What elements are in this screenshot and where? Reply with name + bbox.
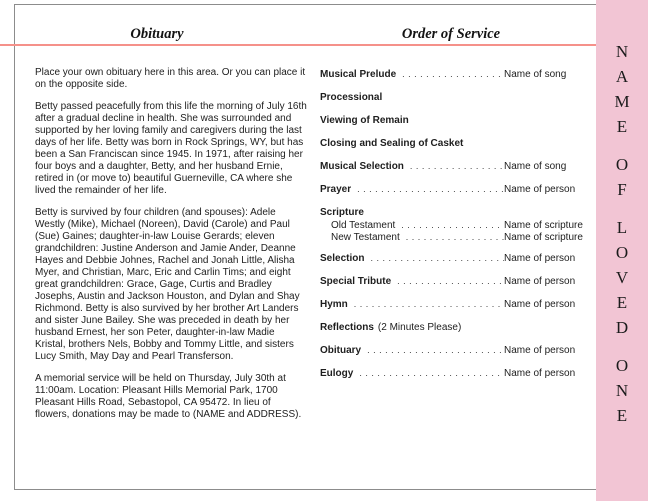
service-item-musical-selection xyxy=(320,161,582,172)
dot-leader xyxy=(396,69,504,80)
obituary-text-column xyxy=(35,67,307,431)
dot-leader xyxy=(361,345,504,356)
obituary-section-title: Obituary xyxy=(130,26,184,42)
service-item-value: Name of song xyxy=(504,161,567,172)
banner-word: OF xyxy=(612,155,632,205)
service-item-label: Closing and Sealing of Casket xyxy=(320,138,464,149)
service-item-value: Name of person xyxy=(504,276,576,287)
service-item-label: Processional xyxy=(320,92,383,103)
service-item-obituary xyxy=(320,345,582,356)
service-item-label: Musical Prelude xyxy=(320,69,397,80)
service-item-label: Musical Selection xyxy=(320,161,404,172)
dot-leader xyxy=(395,220,504,231)
service-item-label: Prayer xyxy=(320,184,352,195)
service-item-value: Name of person xyxy=(504,368,576,379)
service-item-musical-prelude xyxy=(320,69,582,80)
service-item-label: Reflections xyxy=(320,322,374,333)
dot-leader xyxy=(404,161,504,172)
service-item-viewing-of-remain xyxy=(320,115,582,126)
service-item-label: Scripture xyxy=(320,207,364,218)
service-item-value: Name of person xyxy=(504,345,576,356)
service-item-value: Name of song xyxy=(504,69,567,80)
service-item-label: Hymn xyxy=(320,299,348,310)
header-divider-line xyxy=(0,44,597,46)
service-item-label: New Testament xyxy=(331,232,400,243)
service-item-old-testament xyxy=(320,220,582,231)
order-of-service-list xyxy=(320,69,582,391)
service-item-value: Name of person xyxy=(504,253,576,264)
service-item-label: Selection xyxy=(320,253,365,264)
service-item-label: Viewing of Remain xyxy=(320,115,409,126)
service-item-label: Obituary xyxy=(320,345,362,356)
service-item-eulogy xyxy=(320,368,582,379)
service-item-new-testament xyxy=(320,232,582,243)
service-item-value: Name of person xyxy=(504,184,576,195)
service-item-label: Special Tribute xyxy=(320,276,392,287)
dot-leader xyxy=(400,232,504,243)
service-item-special-tribute xyxy=(320,276,582,287)
service-item-value: Name of scripture xyxy=(504,232,583,243)
name-of-loved-one-banner xyxy=(596,0,648,501)
dot-leader xyxy=(353,368,504,379)
service-item-label: Old Testament xyxy=(331,220,396,231)
order-of-service-section-title: Order of Service xyxy=(401,26,501,42)
service-item-reflections xyxy=(320,322,582,333)
dot-leader xyxy=(391,276,504,287)
dot-leader xyxy=(364,253,504,264)
service-item-label: Eulogy xyxy=(320,368,354,379)
service-item-processional xyxy=(320,92,582,103)
scripture-sub-items xyxy=(320,220,582,243)
service-item-scripture xyxy=(320,207,582,218)
service-item-hymn xyxy=(320,299,582,310)
service-item-value: Name of scripture xyxy=(504,220,583,231)
service-item-value: Name of person xyxy=(504,299,576,310)
service-item-closing-casket xyxy=(320,138,582,149)
obituary-paragraph: Betty is survived by four children (and spouses): Adele Westly (Mike), Michael (Noreen), David (Carole) and Paul (Sue) Gaines; daughter-in-law Louise Gerards; eleven grandchildren: Justine Anderson and Jamie Ander, Deanne Hayes and Debbie Johnes, Rachel and Jonah Little, Alisha Myer, and Christian, Marc, Eric and Carlin Tims; and eight great grandchildren: Grace, Gage, Curtis and Bradley Josephs, Austin and Jackson Houston, and Dylan and Shay Richmond. Betty is also survived by her brother Art Landers and sister June Bailey. She was preceded in death by her husband Ernest, her son Peter, daughter-in-law Madie Kristal, brothers Nels, Bobby and Tommy Little, and sisters Lucy Smith, May Day and Pearl Transferson. xyxy=(35,207,300,362)
service-item-selection xyxy=(320,253,582,264)
obituary-paragraph: Place your own obituary here in this area. Or you can place it on the opposite side. xyxy=(35,67,306,90)
banner-word: LOVED xyxy=(612,218,632,343)
dot-leader xyxy=(348,299,504,310)
banner-word: ONE xyxy=(612,356,632,431)
service-item-note: (2 Minutes Please) xyxy=(377,322,462,333)
obituary-paragraph: Betty passed peacefully from this life the morning of July 16th after a gradual decline in health. She was surrounded and supported by her loving family and caregivers during the last days of her life. Betty was born in Rock Springs, WY, but has been a San Franciscan since 1945. In 1971, after raising her four boys and a daughter, Betty, and her husband Ernie, retired in (or move to) beautiful Guerneville, CA where she lived the remainder of her life. xyxy=(35,101,307,196)
obituary-paragraph: A memorial service will be held on Thursday, July 30th at 11:00am. Location: Pleasant Hills Memorial Park, 1700 Pleasant Hills Road, Sebastopol, CA 95472. In lieu of flowers, donations may be made to (NAME and ADDRESS). xyxy=(35,373,302,420)
service-item-prayer xyxy=(320,184,582,195)
dot-leader xyxy=(351,184,504,195)
banner-word: NAME xyxy=(612,42,632,142)
